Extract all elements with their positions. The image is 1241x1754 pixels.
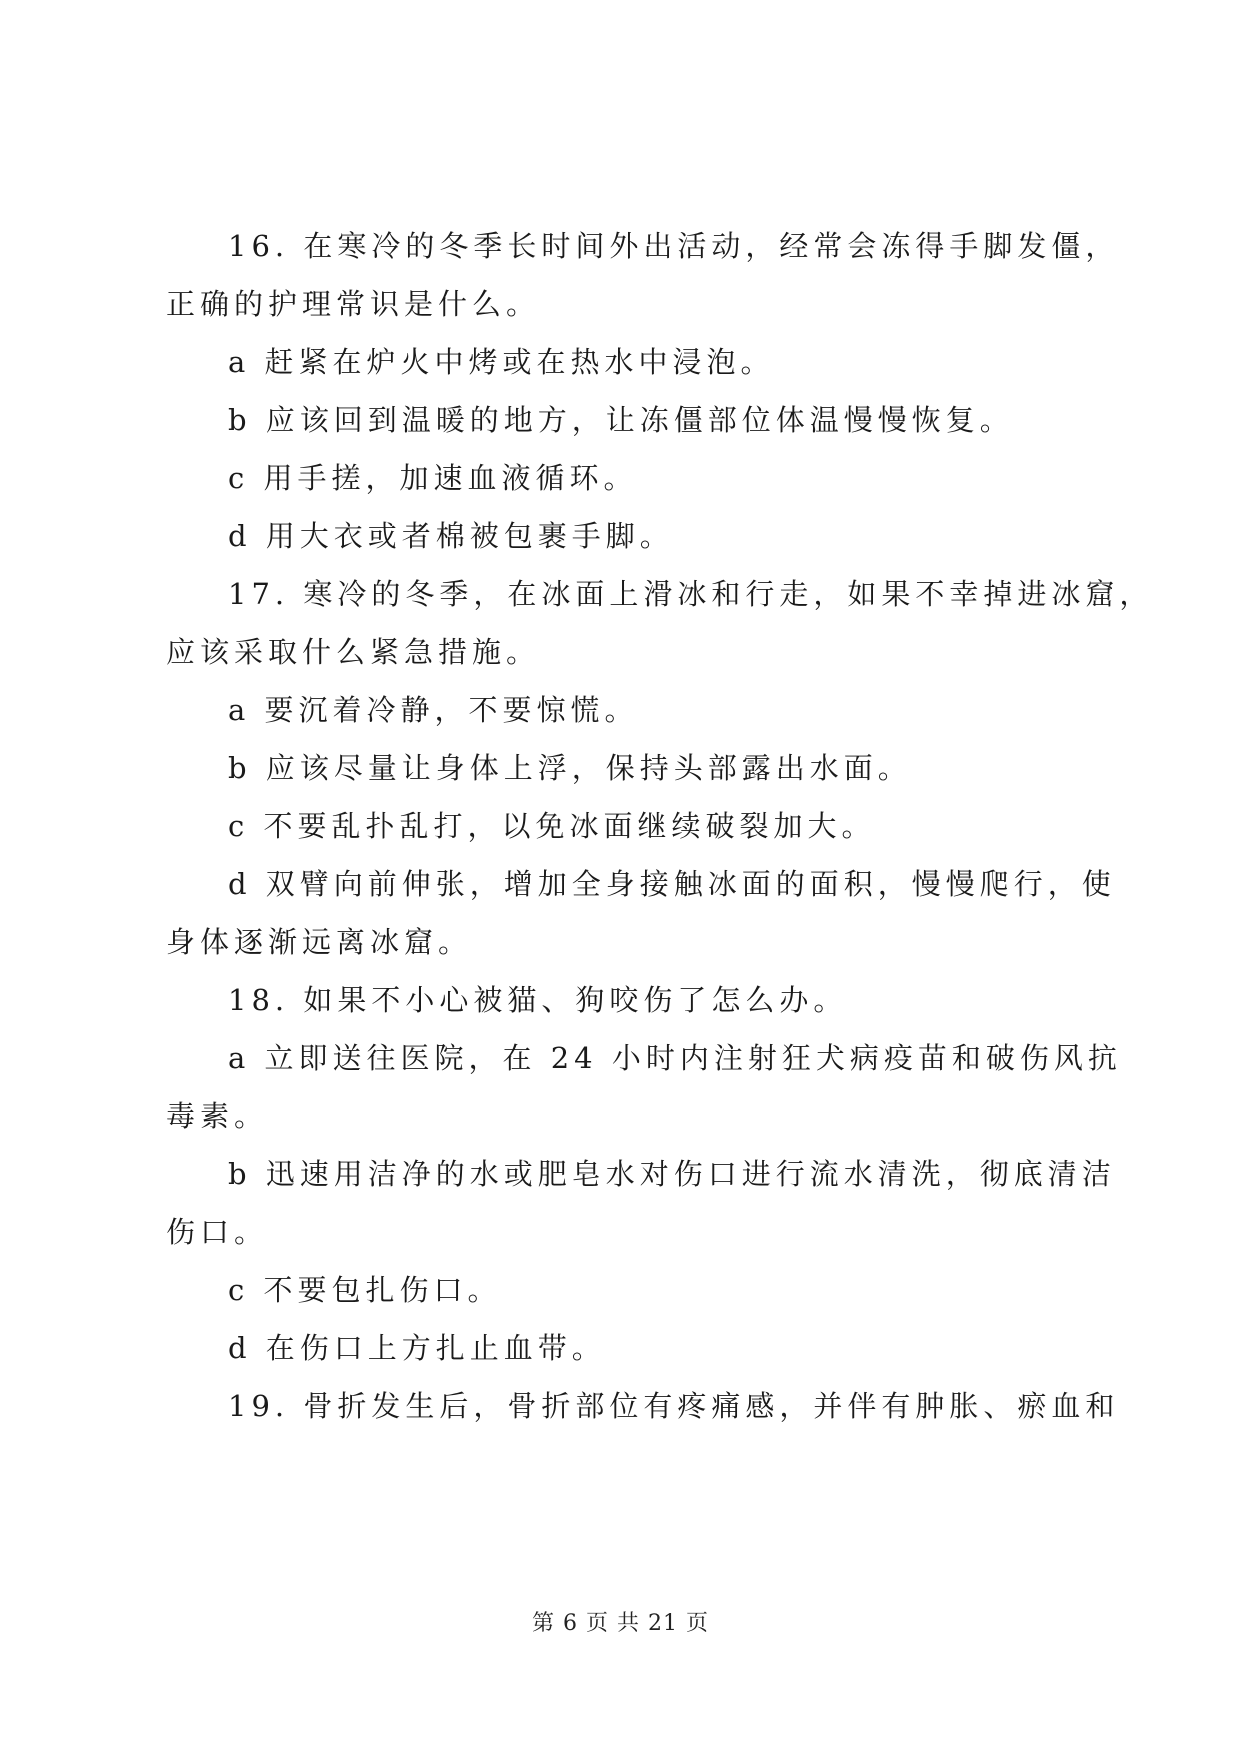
question-18-option-c: c 不要包扎伤口。 xyxy=(228,1273,502,1307)
question-17-option-a: a 要沉着冷静，不要惊慌。 xyxy=(228,693,639,727)
question-16-option-c: c 用手搓，加速血液循环。 xyxy=(228,461,638,495)
question-18-option-a-line-2: 毒素。 xyxy=(166,1099,269,1133)
question-17-line-1: 17. 寒冷的冬季，在冰面上滑冰和行走，如果不幸掉进冰窟， xyxy=(228,577,1154,611)
question-17-line-2: 应该采取什么紧急措施。 xyxy=(166,635,541,669)
question-18-option-b-line-1: b 迅速用洁净的水或肥皂水对伤口进行流水清洗，彻底清洁 xyxy=(228,1157,1116,1191)
question-16-option-a: a 赶紧在炉火中烤或在热水中浸泡。 xyxy=(228,345,775,379)
question-18-option-d: d 在伤口上方扎止血带。 xyxy=(228,1331,606,1365)
question-18-option-b-line-2: 伤口。 xyxy=(166,1215,269,1249)
question-16-line-1: 16. 在寒冷的冬季长时间外出活动，经常会冻得手脚发僵， xyxy=(228,229,1120,263)
question-17-option-d-line-2: 身体逐渐远离冰窟。 xyxy=(166,925,473,959)
question-17-option-c: c 不要乱扑乱打，以免冰面继续破裂加大。 xyxy=(228,809,876,843)
page-number-footer: 第 6 页 共 21 页 xyxy=(532,1611,709,1636)
question-16-option-b: b 应该回到温暖的地方，让冻僵部位体温慢慢恢复。 xyxy=(228,403,1014,437)
question-17-option-b: b 应该尽量让身体上浮，保持头部露出水面。 xyxy=(228,751,912,785)
question-18-option-a-line-1: a 立即送往医院，在 24 小时内注射狂犬病疫苗和破伤风抗 xyxy=(228,1041,1122,1075)
question-18-line-1: 18. 如果不小心被猫、狗咬伤了怎么办。 xyxy=(228,983,848,1017)
question-17-option-d-line-1: d 双臂向前伸张，增加全身接触冰面的面积，慢慢爬行，使 xyxy=(228,867,1116,901)
question-16-line-2: 正确的护理常识是什么。 xyxy=(166,287,541,321)
question-16-option-d: d 用大衣或者棉被包裹手脚。 xyxy=(228,519,674,553)
question-19-line-1: 19. 骨折发生后，骨折部位有疼痛感，并伴有肿胀、瘀血和 xyxy=(228,1389,1120,1423)
